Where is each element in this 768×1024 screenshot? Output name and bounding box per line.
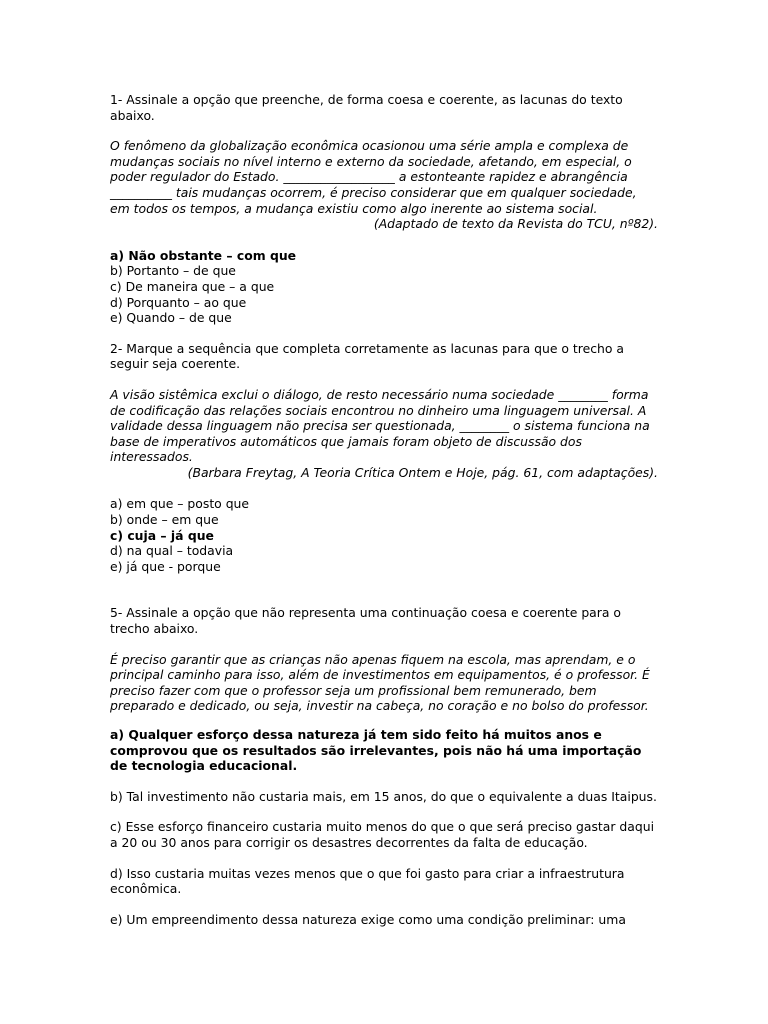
question-1-option-d: d) Porquanto – ao que [110, 294, 247, 310]
question-2-option-b: b) onde – em que [110, 512, 219, 528]
question-5-passage: É preciso garantir que as crianças não apenas fiquem na escola, mas aprendam, e o principal caminho para isso, além de investimentos em equipamentos, é o professor. É preciso fazer com que o professor seja um profissional bem remunerado, bem preparado e dedicado, ou seja, investir na cabeça, no coração e no bolso do professor. [110, 651, 650, 714]
question-2-option-c: c) cuja – já que [110, 527, 214, 543]
question-5-option-b: b) Tal investimento não custaria mais, em 15 anos, do que o equivalente a duas Itaipus. [110, 788, 657, 804]
question-5-title: 5- Assinale a opção que não representa uma continuação coesa e coerente para o trecho abaixo. [110, 605, 621, 637]
document-page [110, 92, 658, 942]
question-2-option-d: d) na qual – todavia [110, 543, 234, 559]
question-1-option-b: b) Portanto – de que [110, 263, 236, 279]
question-1-option-c: c) De maneira que – a que [110, 278, 275, 294]
question-2-source: (Barbara Freytag, A Teoria Crítica Ontem e Hoje, pág. 61, com adaptações). [187, 464, 658, 480]
question-1-passage: O fenômeno da globalização econômica ocasionou uma série ampla e complexa de mudanças sociais no nível interno e externo da sociedade, afetando, em especial, o poder regulador do Estado. __________________ a estonteante rapidez e abrangência __________ tais mudanças ocorrem, é preciso considerar que em qualquer sociedade, em todos os tempos, a mudança existiu como algo inerente ao sistema social. [110, 138, 637, 216]
question-1-source: (Adaptado de texto da Revista do TCU, nº82). [373, 216, 658, 232]
question-2-option-a: a) em que – posto que [110, 496, 250, 512]
question-1-title: 1- Assinale a opção que preenche, de forma coesa e coerente, as lacunas do texto abaixo. [110, 92, 623, 123]
question-5-option-d: d) Isso custaria muitas vezes menos que o que foi gasto para criar a infraestrutura econômica. [110, 865, 625, 897]
question-2-option-e: e) já que - porque [110, 558, 221, 574]
question-5-option-e: e) Um empreendimento dessa natureza exige como uma condição preliminar: uma [110, 911, 626, 927]
question-2-title: 2- Marque a sequência que completa corretamente as lacunas para que o trecho a seguir seja coerente. [110, 340, 625, 372]
question-2-passage: A visão sistêmica exclui o diálogo, de resto necessário numa sociedade ________ forma de codificação das relações sociais encontrou no dinheiro uma linguagem universal. A validade dessa linguagem não precisa ser questionada, ________ o sistema funciona na base de imperativos automáticos que jamais foram objeto de discussão dos interessados. [110, 386, 650, 465]
question-1-option-e: e) Quando – de que [110, 310, 232, 326]
question-5-option-a: a) Qualquer esforço dessa natureza já tem sido feito há muitos anos e comprovou que os resultados são irrelevantes, pois não há uma importação de tecnologia educacional. [110, 727, 642, 774]
question-1-option-a: a) Não obstante – com que [110, 247, 297, 263]
question-5-option-c: c) Esse esforço financeiro custaria muito menos do que o que será preciso gastar daqui a 20 ou 30 anos para corrigir os desastres decorrentes da falta de educação. [110, 819, 655, 850]
